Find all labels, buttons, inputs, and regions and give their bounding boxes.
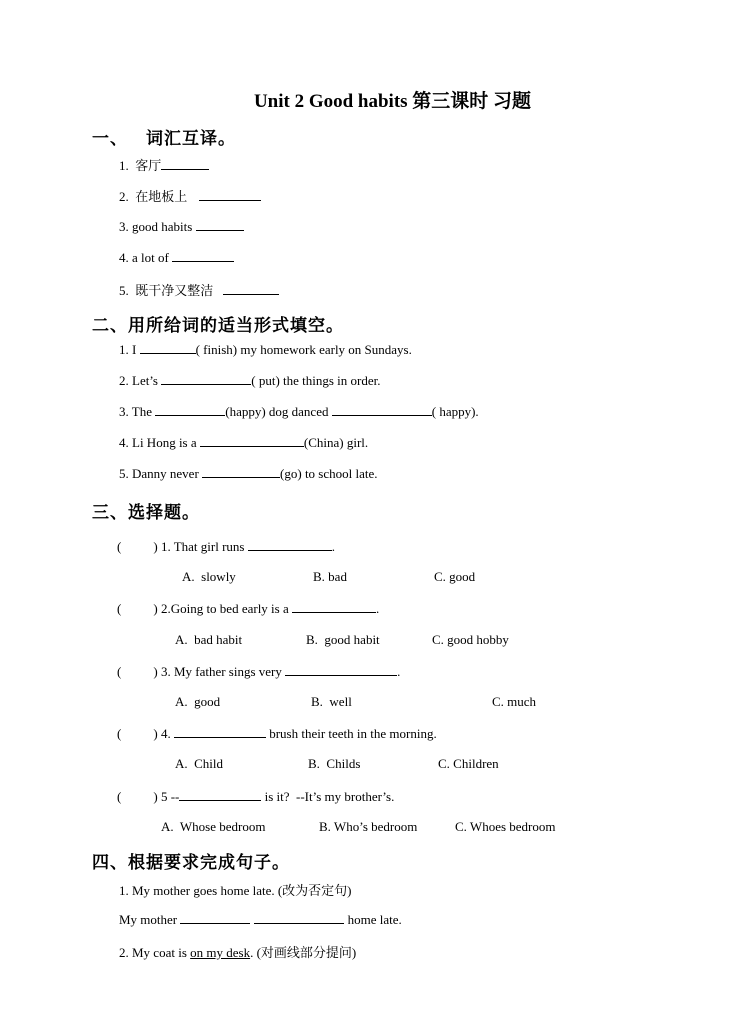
s3-q3-stem-a: 3. My father sings very [157, 664, 286, 679]
s3-q5-stem-a: 5 -- [157, 789, 180, 804]
s4-q2-underlined: on my desk [190, 945, 251, 960]
answer-blank[interactable] [248, 538, 332, 551]
answer-blank[interactable] [161, 157, 209, 170]
s1-item-5-text: 5. 既干净又整洁 [119, 283, 217, 298]
s4-q2-b: . (对画线部分提问) [250, 945, 357, 960]
answer-blank[interactable] [199, 188, 261, 201]
section-1-heading [92, 124, 236, 149]
answer-paren-open: ( [117, 601, 122, 616]
s3-q4-option-c: C. Children [438, 756, 499, 771]
answer-blank[interactable] [200, 434, 304, 447]
s1-item-2-text: 2. 在地板上 [119, 189, 191, 204]
s3-question-4 [117, 725, 437, 742]
s3-q3-option-c: C. much [492, 694, 537, 709]
answer-paren-open: ( [117, 539, 122, 554]
s3-q5-stem-b: is it? --It’s my brother’s. [261, 789, 395, 804]
s1-item-4-text: 4. a lot of [119, 250, 173, 265]
s2-item-4-b: (China) girl. [303, 435, 369, 450]
s2-item-5-a: 5. Danny never [119, 466, 203, 481]
s3-q2-option-a: A. bad habit [175, 632, 243, 647]
s4-answer-1-a: My mother [119, 912, 181, 927]
s2-item-1-b: ( finish) my homework early on Sundays. [195, 342, 412, 357]
s2-item-1 [119, 341, 412, 358]
answer-paren-open: ( [117, 664, 122, 679]
s2-item-2-a: 2. Let’s [119, 373, 162, 388]
answer-blank[interactable] [332, 403, 432, 416]
s3-q5-option-b: B. Who’s bedroom [319, 819, 418, 834]
section-4-heading: 四、根据要求完成句子。 [92, 853, 290, 873]
s2-item-5 [119, 465, 378, 482]
s3-q3-stem-b: . [397, 664, 401, 679]
s1-item-1 [119, 155, 209, 174]
s4-question-1: 1. My mother goes home late. (改为否定句) [119, 883, 352, 898]
s3-q4-stem-a: 4. [157, 726, 174, 741]
answer-blank[interactable] [180, 911, 250, 924]
s2-item-2-b: ( put) the things in order. [251, 373, 381, 388]
section-1-title: 词汇互译。 [146, 129, 236, 149]
answer-paren-close: ) [153, 789, 158, 804]
answer-blank[interactable] [179, 788, 261, 801]
answer-blank[interactable] [292, 600, 376, 613]
answer-paren-close: ) [153, 664, 158, 679]
s3-question-5 [117, 788, 394, 805]
s3-question-1 [117, 538, 335, 555]
s1-item-3 [119, 218, 244, 235]
section-3-heading: 三、选择题。 [92, 503, 200, 523]
s2-item-4 [119, 434, 368, 451]
s3-q4-stem-b: brush their teeth in the morning. [265, 726, 437, 741]
page-title: Unit 2 Good habits 第三课时 习题 [253, 91, 532, 112]
answer-paren-close: ) [153, 601, 158, 616]
s2-item-3-a: 3. The [119, 404, 156, 419]
s3-q1-stem-b: . [331, 539, 335, 554]
answer-blank[interactable] [223, 282, 279, 295]
s3-q2-stem-b: . [376, 601, 380, 616]
answer-blank[interactable] [174, 725, 266, 738]
s1-item-4 [119, 249, 234, 266]
s1-item-1-text: 1. 客厅 [119, 158, 162, 173]
answer-blank[interactable] [196, 218, 244, 231]
answer-paren-close: ) [153, 726, 158, 741]
answer-blank[interactable] [161, 372, 251, 385]
s3-question-3 [117, 663, 400, 680]
s3-q1-option-c: C. good [434, 569, 476, 584]
s2-item-5-b: (go) to school late. [280, 466, 378, 481]
s3-q5-option-c: C. Whoes bedroom [455, 819, 556, 834]
section-2-heading: 二、用所给词的适当形式填空。 [92, 316, 344, 336]
s2-item-3 [119, 403, 479, 420]
answer-blank[interactable] [202, 465, 280, 478]
s1-item-3-text: 3. good habits [119, 219, 196, 234]
s4-answer-1 [119, 911, 402, 928]
s3-q2-option-b: B. good habit [306, 632, 380, 647]
s4-question-2 [119, 942, 356, 961]
s3-q3-option-a: A. good [175, 694, 221, 709]
s3-q2-option-c: C. good hobby [432, 632, 509, 647]
s3-q3-option-b: B. well [311, 694, 352, 709]
s2-item-2 [119, 372, 381, 389]
s3-q1-option-a: A. slowly [182, 569, 236, 584]
s3-q4-option-a: A. Child [175, 756, 224, 771]
s1-item-5 [119, 280, 279, 299]
answer-blank[interactable] [254, 911, 344, 924]
answer-blank[interactable] [140, 341, 196, 354]
answer-paren-open: ( [117, 789, 122, 804]
s2-item-3-c: ( happy). [431, 404, 479, 419]
section-1-number: 一、 [92, 129, 128, 149]
answer-paren-open: ( [117, 726, 122, 741]
s3-q1-option-b: B. bad [313, 569, 347, 584]
s3-q1-stem-a: 1. That girl runs [157, 539, 248, 554]
answer-paren-close: ) [153, 539, 158, 554]
s1-item-2 [119, 186, 261, 205]
s2-item-3-b: (happy) dog danced [225, 404, 332, 419]
s2-item-4-a: 4. Li Hong is a [119, 435, 200, 450]
s4-answer-1-c: home late. [344, 912, 402, 927]
s3-q4-option-b: B. Childs [308, 756, 361, 771]
s3-q2-stem-a: 2.Going to bed early is a [157, 601, 292, 616]
s3-question-2 [117, 600, 379, 617]
answer-blank[interactable] [172, 249, 234, 262]
answer-blank[interactable] [285, 663, 397, 676]
s3-q5-option-a: A. Whose bedroom [161, 819, 266, 834]
answer-blank[interactable] [155, 403, 225, 416]
s2-item-1-a: 1. I [119, 342, 140, 357]
s4-q2-a: 2. My coat is [119, 945, 191, 960]
